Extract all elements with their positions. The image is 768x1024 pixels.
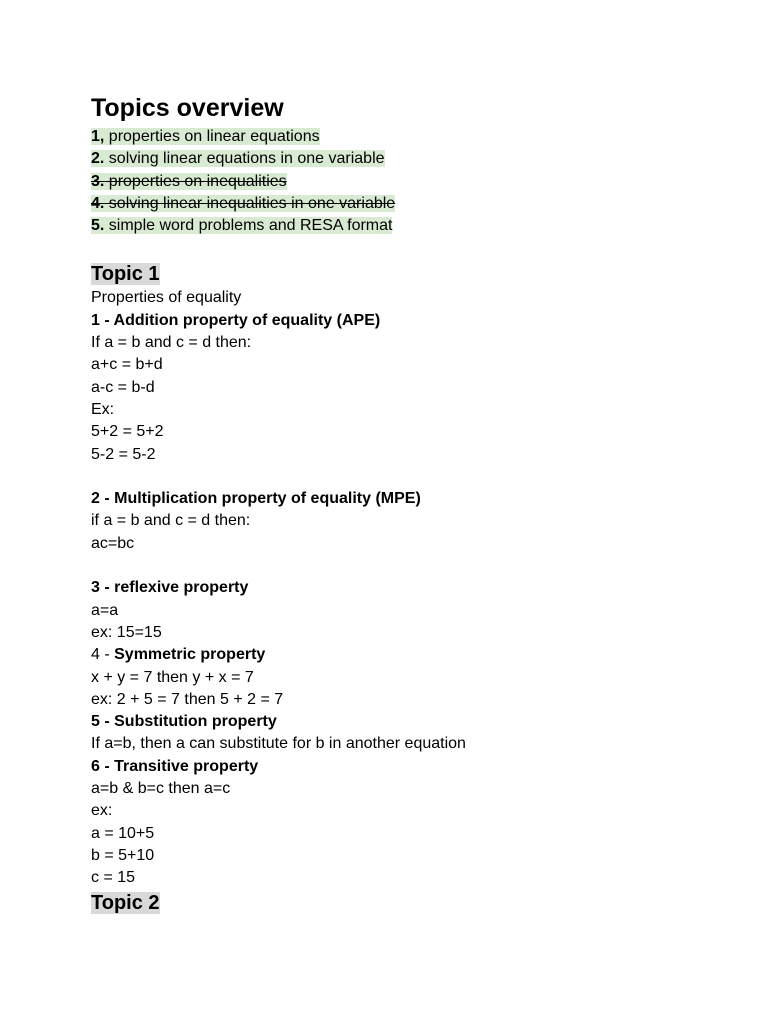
topic-1-heading: Topic 1	[91, 263, 160, 286]
mpe-line-2: ac=bc	[91, 534, 135, 552]
document-title: Topics overview	[91, 94, 284, 122]
transitive-line-5: c = 15	[91, 869, 136, 887]
toc-item-text: properties on inequalities	[104, 172, 287, 190]
transitive-heading: 6 - Transitive property	[91, 757, 259, 775]
ape-heading: 1 - Addition property of equality (APE)	[91, 311, 381, 329]
blank-line	[91, 466, 731, 488]
ape-line-4: Ex:	[91, 400, 115, 418]
toc-item-number: 4.	[91, 194, 105, 212]
ape-line-3: a-c = b-d	[91, 378, 155, 396]
toc-item-text: solving linear inequalities in one variable	[104, 194, 396, 212]
topic-2-heading: Topic 2	[91, 891, 160, 914]
ape-line-6: 5-2 = 5-2	[91, 445, 156, 463]
ape-line-2: a+c = b+d	[91, 356, 163, 374]
toc-item-number: 1,	[91, 128, 105, 145]
substitution-heading: 5 - Substitution property	[91, 713, 277, 731]
toc-item-number: 3.	[91, 172, 105, 190]
topic-1-section	[91, 287, 731, 889]
symmetric-prefix: 4 -	[91, 646, 115, 664]
symmetric-line-2: ex: 2 + 5 = 7 then 5 + 2 = 7	[91, 690, 284, 708]
toc-item-1	[91, 126, 731, 148]
toc-item-2	[91, 148, 731, 170]
toc-item-4	[91, 193, 731, 215]
ape-line-5: 5+2 = 5+2	[91, 423, 164, 441]
blank-line	[91, 555, 731, 577]
symmetric-heading-line	[91, 644, 731, 666]
transitive-line-2: ex:	[91, 802, 113, 820]
reflexive-heading: 3 - reflexive property	[91, 579, 249, 597]
symmetric-heading: Symmetric property	[114, 646, 266, 664]
toc-item-number: 5.	[91, 217, 105, 235]
toc-item-number: 2.	[91, 150, 105, 168]
reflexive-line-2: ex: 15=15	[91, 623, 162, 641]
toc-item-text: simple word problems and RESA format	[104, 217, 393, 235]
mpe-line-1: if a = b and c = d then:	[91, 512, 251, 530]
reflexive-line-1: a=a	[91, 601, 119, 619]
substitution-line-1: If a=b, then a can substitute for b in another equation	[91, 735, 466, 753]
toc-item-text: solving linear equations in one variable	[104, 150, 385, 168]
symmetric-line-1: x + y = 7 then y + x = 7	[91, 668, 254, 686]
ape-line-1: If a = b and c = d then:	[91, 334, 252, 352]
intro-text: Properties of equality	[91, 289, 242, 307]
transitive-line-3: a = 10+5	[91, 824, 155, 842]
topics-list	[91, 126, 731, 237]
toc-item-3	[91, 171, 731, 193]
transitive-line-1: a=b & b=c then a=c	[91, 780, 231, 798]
transitive-line-4: b = 5+10	[91, 846, 155, 864]
mpe-heading: 2 - Multiplication property of equality (MPE)	[91, 490, 421, 508]
spacer	[91, 237, 731, 261]
toc-item-text: properties on linear equations	[104, 128, 320, 145]
toc-item-5	[91, 215, 731, 237]
document-page	[91, 92, 731, 916]
